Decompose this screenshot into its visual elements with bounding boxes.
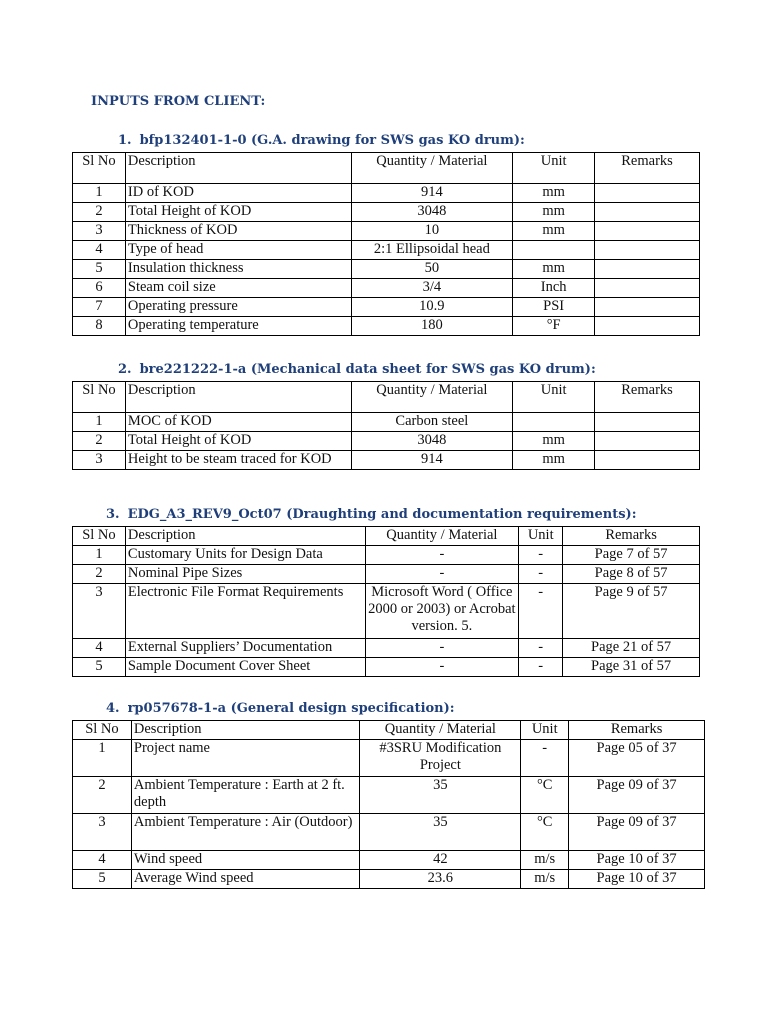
table-row <box>73 279 700 298</box>
col-header-description: Description <box>125 527 365 546</box>
cell-description: Project name <box>131 740 360 777</box>
cell-remarks <box>595 260 700 279</box>
section-4-heading <box>106 701 455 716</box>
cell-quantity: 10.9 <box>351 298 513 317</box>
cell-unit: Inch <box>513 279 595 298</box>
cell-remarks: Page 31 of 57 <box>563 658 700 677</box>
section-title: bfp132401-1-0 (G.A. drawing for SWS gas KO drum): <box>139 133 525 148</box>
cell-remarks <box>595 317 700 336</box>
cell-unit: mm <box>513 451 595 470</box>
page-title: INPUTS FROM CLIENT: <box>91 94 266 109</box>
cell-remarks: Page 05 of 37 <box>569 740 705 777</box>
table-section-3 <box>72 526 700 677</box>
cell-sl-no: 6 <box>73 279 126 298</box>
table-header-row <box>73 153 700 184</box>
cell-unit: °F <box>513 317 595 336</box>
cell-quantity: #3SRU Modification Project <box>360 740 521 777</box>
col-header-sl-no: Sl No <box>73 382 126 413</box>
cell-quantity: 35 <box>360 777 521 814</box>
cell-sl-no: 4 <box>73 639 126 658</box>
cell-remarks <box>595 451 700 470</box>
section-number: 1. <box>118 133 132 148</box>
section-title: bre221222-1-a (Mechanical data sheet for SWS gas KO drum): <box>139 362 596 377</box>
cell-sl-no: 5 <box>73 260 126 279</box>
cell-sl-no: 1 <box>73 184 126 203</box>
cell-quantity: 914 <box>351 184 513 203</box>
cell-description: Average Wind speed <box>131 870 360 889</box>
col-header-description: Description <box>125 382 351 413</box>
cell-unit <box>513 241 595 260</box>
table-row <box>73 184 700 203</box>
cell-sl-no: 4 <box>73 241 126 260</box>
cell-unit: PSI <box>513 298 595 317</box>
cell-quantity: 3048 <box>351 203 513 222</box>
col-header-description: Description <box>125 153 351 184</box>
table-row <box>73 241 700 260</box>
table-row <box>73 851 705 870</box>
cell-description: Wind speed <box>131 851 360 870</box>
table-header-row <box>73 721 705 740</box>
cell-description: Height to be steam traced for KOD <box>125 451 351 470</box>
cell-remarks: Page 09 of 37 <box>569 777 705 814</box>
cell-remarks <box>595 184 700 203</box>
cell-remarks: Page 7 of 57 <box>563 546 700 565</box>
cell-remarks <box>595 241 700 260</box>
cell-quantity: - <box>365 658 519 677</box>
table-row <box>73 814 705 851</box>
col-header-quantity: Quantity / Material <box>365 527 519 546</box>
cell-unit: - <box>519 639 563 658</box>
cell-description: Ambient Temperature : Air (Outdoor) <box>131 814 360 851</box>
cell-unit: m/s <box>521 870 569 889</box>
cell-description: Electronic File Format Requirements <box>125 584 365 639</box>
cell-remarks: Page 09 of 37 <box>569 814 705 851</box>
cell-quantity: Microsoft Word ( Office 2000 or 2003) or Acrobat version. 5. <box>365 584 519 639</box>
cell-description: Operating pressure <box>125 298 351 317</box>
cell-description: Steam coil size <box>125 279 351 298</box>
cell-description: Nominal Pipe Sizes <box>125 565 365 584</box>
cell-unit: mm <box>513 222 595 241</box>
cell-sl-no: 5 <box>73 658 126 677</box>
cell-description: Total Height of KOD <box>125 432 351 451</box>
table-row <box>73 413 700 432</box>
table-row <box>73 317 700 336</box>
table-row <box>73 639 700 658</box>
cell-remarks: Page 21 of 57 <box>563 639 700 658</box>
cell-quantity: 3/4 <box>351 279 513 298</box>
cell-sl-no: 3 <box>73 222 126 241</box>
cell-remarks <box>595 222 700 241</box>
section-number: 4. <box>106 701 120 716</box>
table-row <box>73 298 700 317</box>
cell-quantity: 42 <box>360 851 521 870</box>
cell-sl-no: 4 <box>73 851 132 870</box>
cell-unit: - <box>519 658 563 677</box>
section-number: 2. <box>118 362 132 377</box>
cell-unit: m/s <box>521 851 569 870</box>
cell-unit <box>513 413 595 432</box>
table-row <box>73 546 700 565</box>
table-row <box>73 432 700 451</box>
cell-unit: - <box>519 565 563 584</box>
cell-sl-no: 2 <box>73 565 126 584</box>
cell-unit: mm <box>513 184 595 203</box>
cell-quantity: 3048 <box>351 432 513 451</box>
cell-remarks: Page 10 of 37 <box>569 870 705 889</box>
cell-remarks: Page 9 of 57 <box>563 584 700 639</box>
cell-sl-no: 1 <box>73 740 132 777</box>
table-row <box>73 658 700 677</box>
cell-unit: mm <box>513 203 595 222</box>
cell-quantity: 10 <box>351 222 513 241</box>
col-header-sl-no: Sl No <box>73 527 126 546</box>
cell-remarks <box>595 298 700 317</box>
cell-description: Total Height of KOD <box>125 203 351 222</box>
table-row <box>73 584 700 639</box>
table-row <box>73 260 700 279</box>
cell-sl-no: 1 <box>73 413 126 432</box>
cell-unit: mm <box>513 260 595 279</box>
col-header-quantity: Quantity / Material <box>360 721 521 740</box>
cell-sl-no: 3 <box>73 584 126 639</box>
cell-description: ID of KOD <box>125 184 351 203</box>
cell-sl-no: 1 <box>73 546 126 565</box>
col-header-remarks: Remarks <box>595 382 700 413</box>
col-header-unit: Unit <box>513 153 595 184</box>
cell-quantity: 35 <box>360 814 521 851</box>
cell-sl-no: 3 <box>73 451 126 470</box>
cell-unit: - <box>519 584 563 639</box>
cell-remarks <box>595 413 700 432</box>
table-section-4 <box>72 720 705 889</box>
cell-description: Operating temperature <box>125 317 351 336</box>
col-header-remarks: Remarks <box>563 527 700 546</box>
table-row <box>73 777 705 814</box>
col-header-sl-no: Sl No <box>73 153 126 184</box>
col-header-remarks: Remarks <box>569 721 705 740</box>
cell-unit: - <box>519 546 563 565</box>
section-2-heading <box>118 362 596 377</box>
table-row <box>73 222 700 241</box>
section-3-heading <box>106 507 637 522</box>
cell-quantity: - <box>365 565 519 584</box>
cell-quantity: 2:1 Ellipsoidal head <box>351 241 513 260</box>
cell-quantity: - <box>365 546 519 565</box>
cell-description: External Suppliers’ Documentation <box>125 639 365 658</box>
table-header-row <box>73 527 700 546</box>
cell-remarks <box>595 432 700 451</box>
col-header-remarks: Remarks <box>595 153 700 184</box>
cell-unit: mm <box>513 432 595 451</box>
cell-sl-no: 8 <box>73 317 126 336</box>
table-header-row <box>73 382 700 413</box>
cell-remarks <box>595 203 700 222</box>
cell-description: Sample Document Cover Sheet <box>125 658 365 677</box>
cell-description: MOC of KOD <box>125 413 351 432</box>
table-row <box>73 451 700 470</box>
col-header-quantity: Quantity / Material <box>351 382 513 413</box>
col-header-quantity: Quantity / Material <box>351 153 513 184</box>
table-row <box>73 870 705 889</box>
section-1-heading <box>118 133 525 148</box>
cell-unit: °C <box>521 814 569 851</box>
cell-quantity: 23.6 <box>360 870 521 889</box>
col-header-unit: Unit <box>521 721 569 740</box>
cell-unit: °C <box>521 777 569 814</box>
table-section-2 <box>72 381 700 470</box>
cell-description: Customary Units for Design Data <box>125 546 365 565</box>
col-header-description: Description <box>131 721 360 740</box>
table-row <box>73 565 700 584</box>
cell-description: Ambient Temperature : Earth at 2 ft. depth <box>131 777 360 814</box>
cell-sl-no: 5 <box>73 870 132 889</box>
cell-sl-no: 2 <box>73 203 126 222</box>
cell-remarks <box>595 279 700 298</box>
cell-quantity: Carbon steel <box>351 413 513 432</box>
cell-sl-no: 3 <box>73 814 132 851</box>
cell-quantity: 180 <box>351 317 513 336</box>
cell-sl-no: 2 <box>73 432 126 451</box>
section-title: rp057678-1-a (General design specification): <box>127 701 455 716</box>
cell-sl-no: 7 <box>73 298 126 317</box>
table-row <box>73 203 700 222</box>
cell-unit: - <box>521 740 569 777</box>
table-section-1 <box>72 152 700 336</box>
table-row <box>73 740 705 777</box>
cell-description: Type of head <box>125 241 351 260</box>
cell-sl-no: 2 <box>73 777 132 814</box>
col-header-sl-no: Sl No <box>73 721 132 740</box>
cell-quantity: - <box>365 639 519 658</box>
section-title: EDG_A3_REV9_Oct07 (Draughting and documentation requirements): <box>127 507 637 522</box>
section-number: 3. <box>106 507 120 522</box>
cell-quantity: 50 <box>351 260 513 279</box>
cell-description: Insulation thickness <box>125 260 351 279</box>
cell-description: Thickness of KOD <box>125 222 351 241</box>
col-header-unit: Unit <box>519 527 563 546</box>
cell-quantity: 914 <box>351 451 513 470</box>
cell-remarks: Page 8 of 57 <box>563 565 700 584</box>
col-header-unit: Unit <box>513 382 595 413</box>
cell-remarks: Page 10 of 37 <box>569 851 705 870</box>
